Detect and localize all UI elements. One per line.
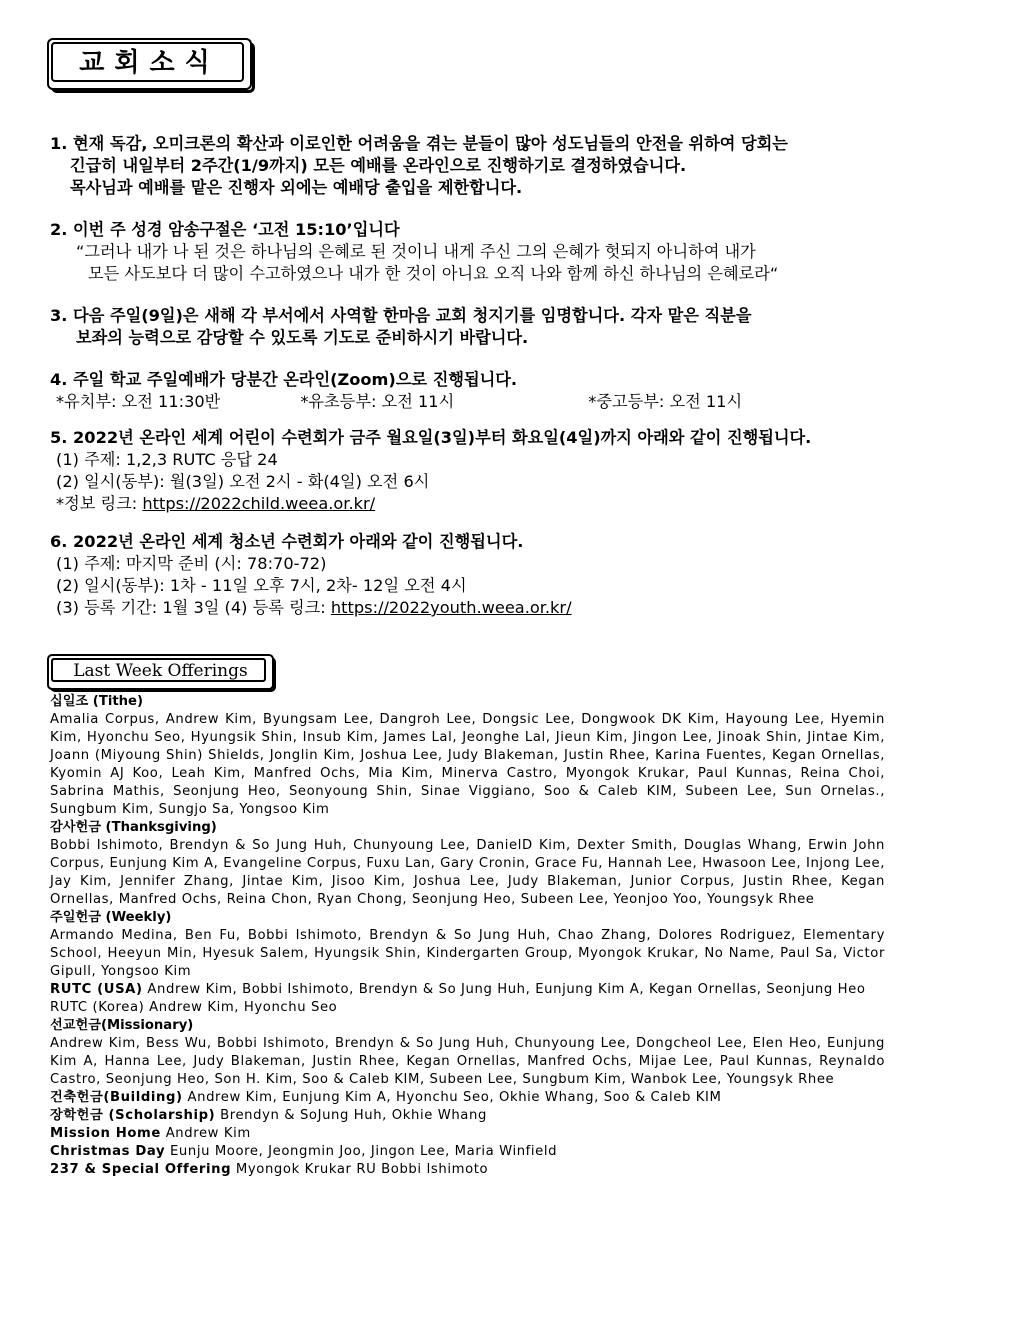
offering-names: Eunju Moore, Jeongmin Joo, Jingon Lee, Maria Winfield: [169, 1144, 558, 1159]
verse-line: “그러나 내가 나 된 것은 하나님의 은혜로 된 것이니 내게 주신 그의 은혜가 헛되지 아니하여 내가: [76, 242, 756, 261]
offering-rutc-usa: [50, 981, 885, 999]
offering-category: 감사헌금 (Thanksgiving): [50, 820, 217, 835]
offering-category: 십일조 (Tithe): [50, 694, 144, 709]
announcement-6: [50, 531, 900, 619]
announcement-line: 3. 다음 주일(9일)은 새해 각 부서에서 사역할 한마음 교회 청지기를 임명합니다. 각자 맡은 직분을: [50, 306, 752, 325]
offering-category: RUTC (Korea): [50, 1000, 145, 1015]
offering-category: 선교헌금(Missionary): [50, 1018, 194, 1033]
announcements: [50, 133, 900, 639]
offering-names: Armando Medina, Ben Fu, Bobbi Ishimoto, Brendyn & So Jung Huh, Chao Zhang, Dolores Rodriguez, Elementary School, Heeyun Min, Hyesuk Salem, Hyungsik Shin, Kindergarten Group, Myongok Krukar, No Name, Paul Sa, Victor Gipull, Yongsoo Kim: [50, 928, 885, 979]
detail-line: (1) 주제: 1,2,3 RUTC 응답 24: [56, 450, 278, 469]
announcement-line: 5. 2022년 온라인 세계 어린이 수련회가 금주 월요일(3일)부터 화요일(4일)까지 아래와 같이 진행됩니다.: [50, 428, 812, 447]
offering-category: 주일헌금 (Weekly): [50, 910, 172, 925]
offering-rutc-korea: [50, 999, 885, 1017]
offering-names: Andrew Kim, Eunjung Kim A, Hyonchu Seo, Okhie Whang, Soo & Caleb KIM: [187, 1090, 722, 1105]
offering-scholarship: [50, 1107, 885, 1125]
offering-category: 장학헌금 (Scholarship): [50, 1108, 216, 1123]
schedule-kindergarten: *유치부: 오전 11:30반: [56, 392, 221, 411]
schedule-youth: *중고등부: 오전 11시: [588, 392, 743, 411]
church-news-title-box: [47, 38, 252, 90]
offerings-title: Last Week Offerings: [73, 661, 248, 681]
offering-missionary: [50, 1017, 885, 1089]
announcement-line: 1. 현재 독감, 오미크론의 확산과 이로인한 어려움을 겪는 분들이 많아 성도님들의 안전을 위하여 당회는: [50, 134, 788, 153]
offering-names: Andrew Kim, Bess Wu, Bobbi Ishimoto, Brendyn & So Jung Huh, Chunyoung Lee, Dongcheol Lee, Elen Heo, Eunjung Kim A, Hanna Lee, Judy Blakeman, Justin Rhee, Kegan Ornellas, Manfred Ochs, Mijae Lee, Paul Kunnas, Reynaldo Castro, Seonjung Heo, Son H. Kim, Soo & Caleb KIM, Subeen Lee, Sungbum Kim, Wanbok Lee, Youngsyk Rhee: [50, 1036, 885, 1087]
info-link-line: [50, 493, 900, 515]
registration-line: [50, 597, 900, 619]
announcement-line: 6. 2022년 온라인 세계 청소년 수련회가 아래와 같이 진행됩니다.: [50, 532, 524, 551]
offering-names: Andrew Kim, Hyonchu Seo: [149, 1000, 338, 1015]
offering-tithe: [50, 693, 885, 819]
announcement-line: 2. 이번 주 성경 암송구절은 ‘고전 15:10’입니다: [50, 220, 400, 239]
offering-thanksgiving: [50, 819, 885, 909]
offering-names: Andrew Kim: [165, 1126, 251, 1141]
announcement-4: [50, 369, 900, 413]
offering-category: 건축헌금(Building): [50, 1090, 183, 1105]
offering-names: Bobbi Ishimoto, Brendyn & So Jung Huh, Chunyoung Lee, DanielD Kim, Dexter Smith, Douglas Whang, Erwin John Corpus, Eunjung Kim A, Evangeline Corpus, Fuxu Lan, Gary Cronin, Grace Fu, Hannah Lee, Hwasoon Lee, Injong Lee, Jay Kim, Jennifer Zhang, Jintae Kim, Jisoo Kim, Joshua Lee, Judy Blakeman, Junior Corpus, Justin Rhee, Kegan Ornellas, Manfred Ochs, Reina Chon, Ryan Chong, Seonjung Heo, Subeen Lee, Yeonjoo Yoo, Youngsyk Rhee: [50, 838, 885, 907]
offering-category: Christmas Day: [50, 1144, 166, 1159]
info-link-label: *정보 링크:: [56, 494, 143, 513]
verse-line: 모든 사도보다 더 많이 수고하였으나 내가 한 것이 아니요 오직 나와 함께 하신 하나님의 은혜로라“: [88, 264, 779, 283]
offering-category: 237 & Special Offering: [50, 1162, 232, 1177]
offering-category: Mission Home: [50, 1126, 161, 1141]
offering-names: Brendyn & SoJung Huh, Okhie Whang: [220, 1108, 487, 1123]
page-title: 교회소식: [79, 48, 220, 78]
registration-label: (3) 등록 기간: 1월 3일 (4) 등록 링크:: [56, 598, 331, 617]
announcement-line: 보좌의 능력으로 감당할 수 있도록 기도로 준비하시기 바랍니다.: [76, 328, 529, 347]
offerings-heading-box: [47, 654, 274, 690]
announcement-line: 목사님과 예배를 맡은 진행자 외에는 예배당 출입을 제한합니다.: [70, 178, 523, 197]
announcement-line: 4. 주일 학교 주일예배가 당분간 온라인(Zoom)으로 진행됩니다.: [50, 370, 518, 389]
youth-retreat-link[interactable]: https://2022youth.weea.or.kr/: [330, 598, 572, 617]
schedule-elementary: *유초등부: 오전 11시: [300, 392, 455, 411]
offering-names: Myongok Krukar RU Bobbi Ishimoto: [235, 1162, 489, 1177]
announcement-5: [50, 427, 900, 515]
detail-line: (2) 일시(동부): 월(3일) 오전 2시 - 화(4일) 오전 6시: [56, 472, 430, 491]
announcement-2: [50, 219, 900, 285]
offerings-list: [50, 693, 885, 1179]
offering-mission-home: [50, 1125, 885, 1143]
announcement-1: [50, 133, 900, 199]
announcement-3: [50, 305, 900, 349]
detail-line: (2) 일시(동부): 1차 - 11일 오후 7시, 2차- 12일 오전 4시: [56, 576, 467, 595]
schedule-line: [50, 391, 900, 413]
offering-names: Andrew Kim, Bobbi Ishimoto, Brendyn & So Jung Huh, Eunjung Kim A, Kegan Ornellas, Seonjung Heo: [147, 982, 866, 997]
announcement-line: 긴급히 내일부터 2주간(1/9까지) 모든 예배를 온라인으로 진행하기로 결정하였습니다.: [70, 156, 687, 175]
offering-christmas-day: [50, 1143, 885, 1161]
detail-line: (1) 주제: 마지막 준비 (시: 78:70-72): [56, 554, 327, 573]
child-retreat-link[interactable]: https://2022child.weea.or.kr/: [142, 494, 376, 513]
offering-building: [50, 1089, 885, 1107]
offering-special: [50, 1161, 885, 1179]
offering-names: Amalia Corpus, Andrew Kim, Byungsam Lee, Dangroh Lee, Dongsic Lee, Dongwook DK Kim, Hayoung Lee, Hyemin Kim, Hyonchu Seo, Hyungsik Shin, Insub Kim, James Lal, Jeonghe Lal, Jieun Kim, Jingon Lee, Jinoak Shin, Jintae Kim, Joann (Miyoung Shin) Shields, Jonglin Kim, Joshua Lee, Judy Blakeman, Justin Rhee, Karina Fuentes, Kegan Ornellas, Kyomin AJ Koo, Leah Kim, Manfred Ochs, Mia Kim, Minerva Castro, Myongok Krukar, Paul Kunnas, Reina Choi, Sabrina Mathis, Seonjung Heo, Seonyoung Shin, Sinae Viggiano, Soo & Caleb KIM, Subeen Lee, Sun Ornelas., Sungbum Kim, Sungjo Sa, Yongsoo Kim: [50, 712, 885, 817]
offering-category: RUTC (USA): [50, 982, 143, 997]
offering-weekly: [50, 909, 885, 981]
